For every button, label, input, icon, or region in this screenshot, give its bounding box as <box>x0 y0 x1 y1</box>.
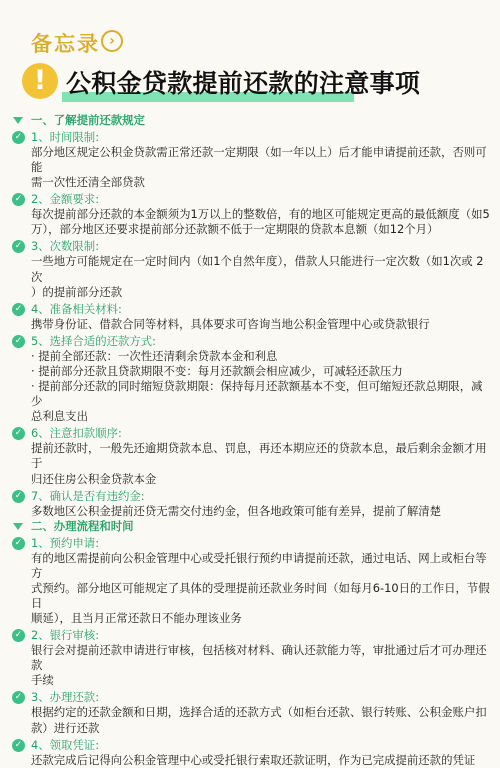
item-body-line: 万），部分地区还要求提前部分还款额不低于一定期限的贷款本息额（如12个月） <box>31 222 439 237</box>
article-content <box>0 113 500 767</box>
item-label: 3、次数限制: <box>31 239 100 254</box>
item-heading <box>0 130 500 145</box>
item-body-line: 手续 <box>31 673 54 688</box>
item-body-line: 顺延），且当月正常还款日不能办理该业务 <box>31 611 242 626</box>
check-circle-icon: ✓ <box>12 537 25 550</box>
item-body-line: 多数地区公积金提前还贷无需交付违约金，但各地政策可能有差异，提前了解清楚 <box>31 503 442 518</box>
item-label: 4、领取凭证: <box>31 737 100 752</box>
item-label: 7、确认是否有违约金: <box>31 488 145 503</box>
item-body-line: 一些地方可能规定在一定时间内（如1个自然年度），借款人只能进行一定次数（如1次或 2次 <box>31 254 484 284</box>
check-circle-icon: ✓ <box>12 335 25 348</box>
page-title: 公积金贷款提前还款的注意事项 <box>66 69 421 98</box>
item-body-line: 归还住房公积金贷款本金 <box>31 471 157 486</box>
item-body-line: 携带身份证、借款合同等材料，具体要求可咨询当地公积金管理中心或贷款银行 <box>31 316 430 331</box>
check-circle-icon: ✓ <box>12 303 25 316</box>
item-body-line: · 提前部分还款的同时缩短贷款期限：保持每月还款额基本不变，但可缩短还款总期限，减少 <box>31 379 483 409</box>
item-heading <box>0 192 500 207</box>
item-body-line: 款）进行还款 <box>31 720 100 735</box>
check-circle-icon: ✓ <box>12 193 25 206</box>
item-body-line: · 提前部分还款且贷款期限不变：每月还款额会相应减少，可减轻还款压力 <box>31 363 403 378</box>
item-body-line: 每次提前部分还款的本金额须为1万以上的整数倍，有的地区可能规定更高的最低额度（如5 <box>31 207 490 222</box>
item-label: 4、准备相关材料: <box>31 301 122 316</box>
memo-label[interactable]: 备忘录 <box>31 32 100 56</box>
item-body-line: 提前还款时，一般先还逾期贷款本息、罚息，再还本期应还的贷款本息，最后剩余金额才用于 <box>31 441 487 471</box>
item-body-line: · 提前全部还款：一次性还清剩余贷款本金和利息 <box>31 348 278 363</box>
item-body-line: 银行会对提前还款申请进行审核，包括核对材料、确认还款能力等，审批通过后才可办理还款 <box>31 643 487 673</box>
item-body-line: 部分地区规定公积金贷款需正常还款一定期限（如一年以上）后才能申请提前还款，否则可能 <box>31 145 487 175</box>
item-heading <box>0 738 500 753</box>
item-heading <box>0 334 500 349</box>
item-heading <box>0 302 500 317</box>
item-label: 6、注意扣款顺序: <box>31 426 122 441</box>
item-body-line: 总利息支出 <box>31 409 88 424</box>
item-heading <box>0 426 500 441</box>
item-body-line: 还款完成后记得向公积金管理中心或受托银行索取还款证明，作为已完成提前还款的凭证 <box>31 752 476 767</box>
check-circle-icon: ✓ <box>12 427 25 440</box>
item-body-line: ）的提前部分还款 <box>31 284 123 299</box>
check-circle-icon: ✓ <box>12 629 25 642</box>
item-label: 3、办理还款: <box>31 690 100 705</box>
item-label: 1、预约申请: <box>31 535 100 550</box>
check-circle-icon: ✓ <box>12 490 25 503</box>
item-label: 5、选择合适的还款方式: <box>31 333 156 348</box>
check-circle-icon: ✓ <box>12 739 25 752</box>
item-heading <box>0 489 500 504</box>
chevron-right-icon[interactable]: › <box>101 30 123 52</box>
item-body-line: 式预约。部分地区可能规定了具体的受理提前还款业务时间（如每月6-10日的工作日，节假日 <box>31 580 490 610</box>
exclamation-icon: ! <box>22 63 58 99</box>
section-heading: 一、了解提前还款规定 <box>0 113 500 128</box>
article-header <box>0 0 500 115</box>
item-label: 1、时间限制: <box>31 130 100 144</box>
item-body-line: 需一次性还清全部贷款 <box>31 175 145 190</box>
item-body-line: 有的地区需提前向公积金管理中心或受托银行预约申请提前还款，通过电话、网上或柜台等方 <box>31 550 487 580</box>
item-heading <box>0 536 500 551</box>
item-heading <box>0 239 500 254</box>
check-circle-icon: ✓ <box>12 240 25 253</box>
item-label: 2、银行审核: <box>31 628 100 643</box>
item-label: 2、金额要求: <box>31 192 100 207</box>
check-circle-icon: ✓ <box>12 131 25 144</box>
item-body-line: 根据约定的还款金额和日期，选择合适的还款方式（如柜台还款、银行转账、公积金账户扣 <box>31 705 487 720</box>
item-heading <box>0 690 500 705</box>
item-heading <box>0 628 500 643</box>
check-circle-icon: ✓ <box>12 691 25 704</box>
section-heading: 二、办理流程和时间 <box>0 519 500 534</box>
